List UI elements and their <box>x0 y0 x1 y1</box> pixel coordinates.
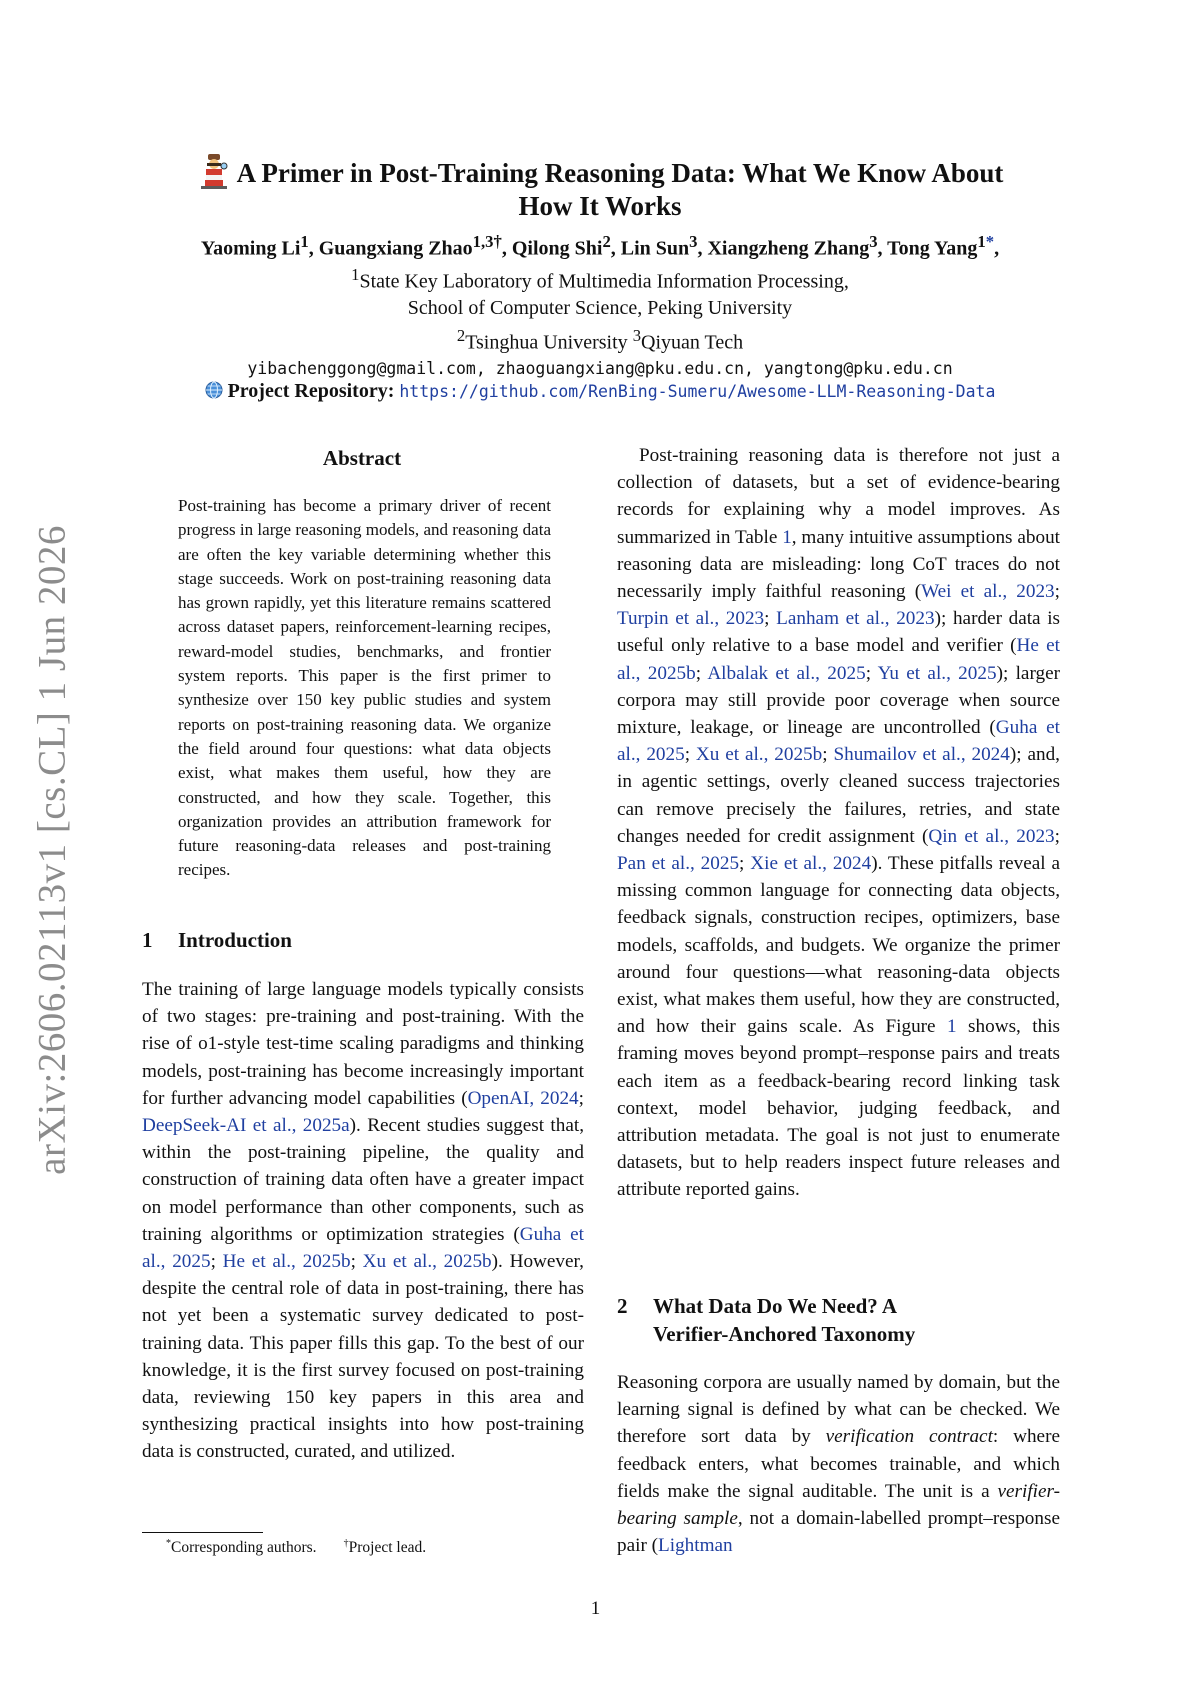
title-line-1: A Primer in Post-Training Reasoning Data: What We Know About <box>236 158 1004 188</box>
text-run: , many intuitive assumptions about reasoning data are misleading: long CoT traces do not necessarily imply faithful reasoning ( <box>617 526 1060 603</box>
text-run: ; <box>210 1251 223 1273</box>
title-line-2: How It Works <box>518 191 682 221</box>
author-separator: , <box>308 237 319 260</box>
citation-link[interactable]: Guha et al., 2025 <box>142 1223 584 1273</box>
section-title: Introduction <box>178 928 292 952</box>
citation-link[interactable]: Turpin et al., 2023 <box>617 608 765 630</box>
corresponding-mark[interactable]: * <box>985 232 995 251</box>
footnote-mark: † <box>343 1538 349 1549</box>
author-separator: , <box>994 237 1000 260</box>
paper-header <box>120 152 1080 403</box>
text-run: ). Recent studies suggest that, within the post-training pipeline, the quality and construction of training data often have a greater impact on model performance than other components, such as training algorithms or optimization strategies ( <box>142 1115 584 1245</box>
author-affiliation-mark: 3 <box>689 232 698 251</box>
text-run: Reasoning corpora are usually named by domain, but the learning signal is defined by what can be checked. We therefore sort data by <box>617 1372 1060 1448</box>
author-affiliation-mark: 2 <box>602 232 611 251</box>
citation-link[interactable]: Qin et al., 2023 <box>928 825 1055 847</box>
section-2-heading <box>617 1292 915 1348</box>
text-run: ). These pitfalls reveal a missing common language for connecting data objects, feedback signals, construction recipes, optimizers, base models, scaffolds, and budgets. We organize the primer around four questions—what reasoning-data objects exist, what makes them useful, how they are constructed, and how their gains scale. As Figure <box>617 853 1060 1038</box>
author-separator: , <box>877 237 888 260</box>
footnote-rule <box>142 1532 263 1533</box>
section-2-paragraph <box>617 1369 1060 1559</box>
text-run: ; <box>684 744 696 766</box>
author-affiliation-mark: 1 <box>977 232 986 251</box>
text-run: : where feedback enters, what becomes trainable, and which fields make the signal auditable. The unit is a <box>617 1426 1060 1502</box>
abstract-text: Post-training has become a primary driver of recent progress in large reasoning models, and reasoning data are often the key variable determining whether this stage succeeds. Work on post-training reasoning data has grown rapidly, yet this literature remains scattered across dataset papers, reinforcement-learning recipes, reward-model studies, benchmarks, and frontier system reports. This paper is the first primer to synthesize over 150 key public studies and system reports on post-training reasoning data. We organize the field around four questions: what data objects exist, what makes them useful, how they are constructed, and how they scale. Together, this organization provides an attribution framework for future reasoning-data releases and post-training recipes. <box>178 496 551 880</box>
text-run: ; <box>695 662 708 684</box>
text-run: ). However, despite the central role of data in post-training, there has not yet been a systematic survey dedicated to post-training data. This paper fills this gap. To the best of our knowledge, it is the first survey focused on post-training data, reviewing 150 key papers in this area and synthesizing practical insights into how post-training data is constructed, curated, and utilized. <box>142 1251 584 1463</box>
section-number: 1 <box>142 928 153 952</box>
affiliations <box>120 261 1080 357</box>
emphasis: verification contract <box>825 1426 993 1448</box>
citation-link[interactable]: Wei et al., 2023 <box>921 581 1055 603</box>
repo-url-link[interactable]: https://github.com/RenBing-Sumeru/Awesome-LLM-Reasoning-Data <box>399 381 996 401</box>
arxiv-watermark <box>22 480 82 1220</box>
text-run: ; <box>739 853 751 875</box>
text-run: ; <box>578 1087 584 1109</box>
text-run: The training of large language models typically consists of two stages: pre-training and post-training. With the rise of o1-style test-time scaling paradigms and thinking models, post-training has become increasingly important for further advancing model capabilities ( <box>142 979 584 1109</box>
emphasis: verifier-bearing sample <box>617 1480 1060 1530</box>
affiliation-1: State Key Laboratory of Multimedia Information Processing, <box>359 270 849 293</box>
author-separator: , <box>501 237 512 260</box>
citation-link[interactable]: Shumailov et al., 2024 <box>833 744 1010 766</box>
author-separator: , <box>610 237 621 260</box>
affiliation-1-mark: 1 <box>351 264 360 284</box>
table-reference-link[interactable]: 1 <box>782 526 792 548</box>
text-run: ; <box>1054 581 1060 603</box>
citation-link[interactable]: He et al., 2025b <box>617 635 1060 684</box>
affiliation-3-mark: 3 <box>632 326 642 346</box>
author-name: Xiangzheng Zhang <box>707 237 870 260</box>
affiliation-2: Tsinghua University <box>465 331 633 354</box>
abstract-heading: Abstract <box>322 446 402 470</box>
author-affiliation-mark: 3 <box>869 232 878 251</box>
text-run: ); larger corpora may still provide poor coverage when source mixture, leakage, or lineage are uncontrolled ( <box>617 662 1060 739</box>
footnote-text: Corresponding authors. <box>171 1539 317 1557</box>
text-run: ); and, in agentic settings, overly cleaned success trajectories can remove precisely the failures, retries, and state changes needed for credit assignment ( <box>617 744 1060 847</box>
introduction-body <box>142 976 584 1466</box>
citation-link[interactable]: Lanham et al., 2023 <box>776 608 935 630</box>
citation-link[interactable]: Guha et al., 2025 <box>617 717 1060 766</box>
lighthouse-icon <box>197 152 231 190</box>
text-run: ; <box>764 608 777 630</box>
text-run: ; <box>350 1251 363 1273</box>
author-name: Tong Yang <box>887 237 978 260</box>
author-affiliation-mark: 1 <box>300 232 309 251</box>
footnote-text: Project lead. <box>348 1539 427 1557</box>
citation-link[interactable]: Albalak et al., 2025 <box>707 662 866 684</box>
text-run: Post-training reasoning data is therefore not just a collection of datasets, but a set of evidence-bearing records for explaining why a model improves. As summarized in Table <box>617 445 1060 548</box>
right-paragraph <box>617 442 1060 1204</box>
citation-link[interactable]: OpenAI, 2024 <box>467 1087 579 1109</box>
author-name: Yaoming Li <box>200 237 301 260</box>
affiliation-2-mark: 2 <box>456 326 466 346</box>
intro-paragraph <box>142 976 584 1466</box>
citation-link[interactable]: Xu et al., 2025b <box>695 744 823 766</box>
arxiv-identifier: arXiv:2606.02113v1 [cs.CL] 1 Jun 2026 <box>30 525 74 1175</box>
section-2-body <box>617 1369 1060 1559</box>
author-name: Lin Sun <box>620 237 690 260</box>
author-affiliation-mark: 1,3† <box>472 232 502 251</box>
text-run: ; <box>865 662 878 684</box>
affiliation-1-line-2: School of Computer Science, Peking University <box>407 297 793 320</box>
citation-link[interactable]: Xie et al., 2024 <box>750 853 872 875</box>
paper-title <box>120 152 1080 222</box>
citation-link[interactable]: Yu et al., 2025 <box>877 662 997 684</box>
citation-link[interactable]: DeepSeek-AI et al., 2025a <box>142 1115 350 1137</box>
citation-link[interactable]: Xu et al., 2025b <box>362 1251 492 1273</box>
citation-link[interactable]: Lightman <box>658 1535 733 1557</box>
footnotes <box>166 1538 426 1557</box>
author-emails: yibachenggong@gmail.com, zhaoguangxiang@pku.edu.cn, yangtong@pku.edu.cn <box>247 358 953 378</box>
text-run: ); harder data is useful only relative to a base model and verifier ( <box>617 608 1060 657</box>
section-title: What Data Do We Need? A <box>653 1294 898 1318</box>
text-run: ; <box>822 744 834 766</box>
page-number: 1 <box>590 1598 601 1619</box>
text-run: , not a domain-labelled prompt–response pair ( <box>617 1508 1060 1557</box>
author-list <box>120 232 1080 261</box>
author-separator: , <box>697 237 708 260</box>
citation-link[interactable]: Pan et al., 2025 <box>617 853 740 875</box>
author-name: Guangxiang Zhao <box>318 237 473 260</box>
repo-label: Project Repository: <box>227 379 395 402</box>
text-run: shows, this framing moves beyond prompt–response pairs and treats each item as a feedback-bearing record linking task context, model behavior, judging feedback, and attribution metadata. The goal is not just to enumerate datasets, but to help readers inspect future releases and attribute reported gains. <box>617 1016 1060 1201</box>
author-name: Qilong Shi <box>511 237 603 260</box>
project-repository <box>120 380 1080 403</box>
section-title-line-2: Verifier-Anchored Taxonomy <box>653 1322 916 1346</box>
section-1-heading <box>142 926 292 954</box>
citation-link[interactable]: He et al., 2025b <box>222 1251 351 1273</box>
right-column-body <box>617 442 1060 1204</box>
section-number: 2 <box>617 1294 628 1318</box>
globe-icon <box>205 381 223 399</box>
affiliation-3: Qiyuan Tech <box>641 331 744 354</box>
text-run: ; <box>1054 825 1060 847</box>
figure-reference-link[interactable]: 1 <box>947 1016 957 1038</box>
footnote-mark: * <box>166 1538 171 1549</box>
